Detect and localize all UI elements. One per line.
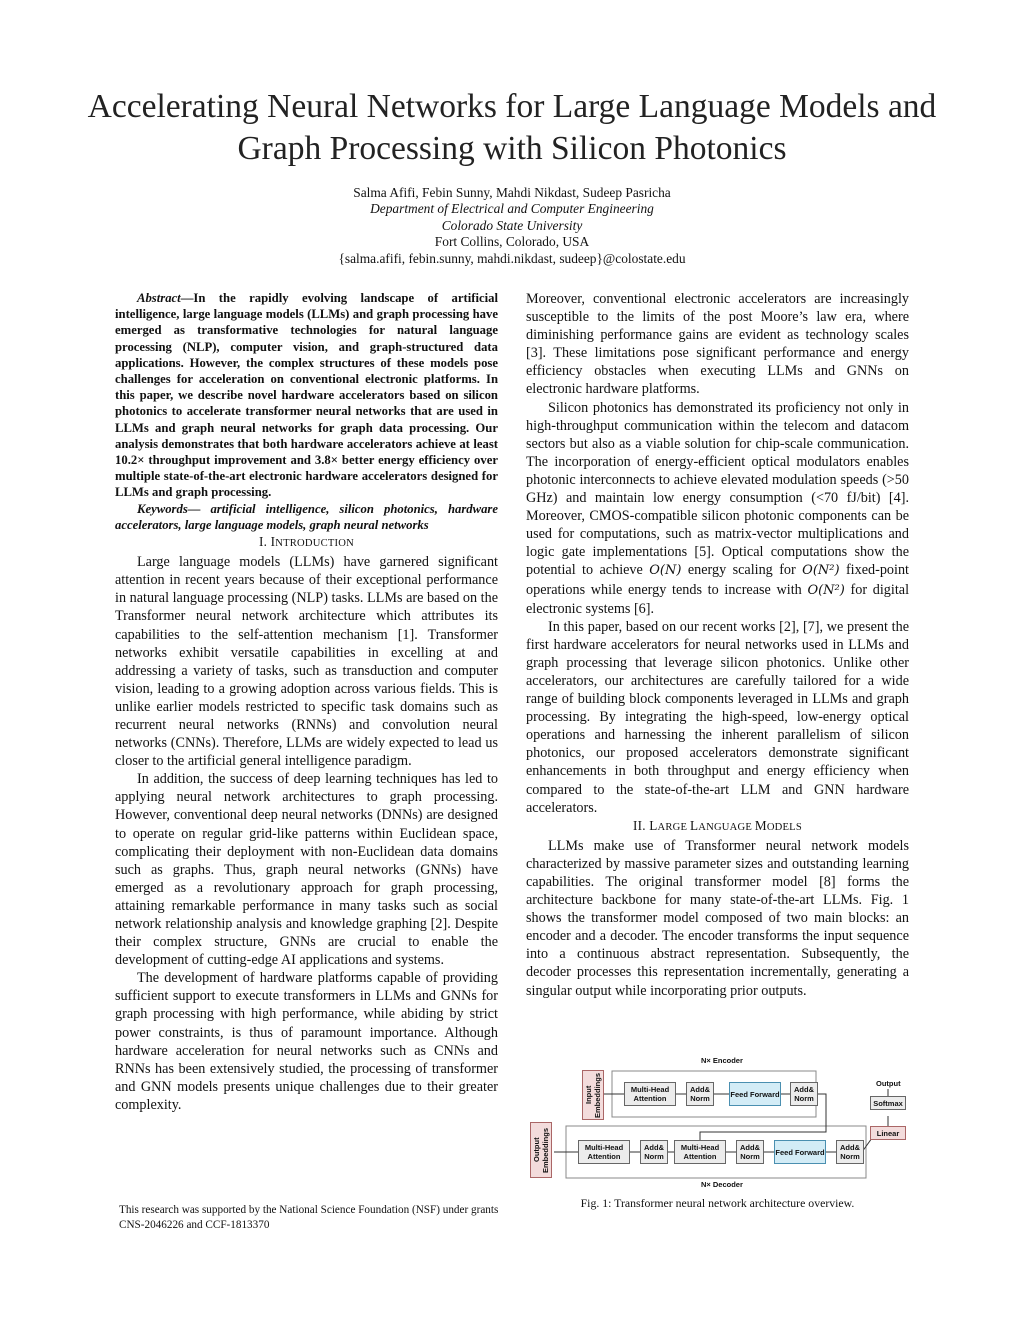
decoder-addnorm-2: Add& Norm bbox=[736, 1140, 764, 1164]
encoder-label: N× Encoder bbox=[701, 1056, 743, 1065]
right-paragraph-1: Moreover, conventional electronic accelerators are increasingly susceptible to the limits of the post Moore’s law era, where diminishing performance gains are evident as technology scales [3]. These limitations pose significant performance and energy efficiency obstacles when executing LLMs and GNNs on electronic hardware platforms. bbox=[526, 291, 909, 398]
input-embeddings-block: Input Embeddings bbox=[582, 1070, 604, 1120]
encoder-multihead-attention: Multi-Head Attention bbox=[624, 1082, 676, 1106]
author-names: Salma Afifi, Febin Sunny, Mahdi Nikdast, Sudeep Pasricha bbox=[353, 185, 671, 200]
decoder-feed-forward: Feed Forward bbox=[774, 1140, 826, 1164]
section-heading-llm: II. LARGE LANGUAGE MODELS bbox=[633, 817, 802, 833]
email: {salma.afifi, febin.sunny, mahdi.nikdast, sudeep}@colostate.edu bbox=[338, 250, 686, 266]
decoder-multihead-attention-1: Multi-Head Attention bbox=[578, 1140, 630, 1164]
decoder-addnorm-1: Add& Norm bbox=[640, 1140, 668, 1164]
right-paragraph-2: Silicon photonics has demonstrated its proficiency not only in high-throughput communication within the telecom and datacom sectors but also as a viable solution for chip-scale communication. The incorporation of energy-efficient optical modulators enables photonic interconnects to achieve elevated modulation speeds (>50 GHz) and maintain low energy consumption (<70 fJ/bit) [4]. Moreover, CMOS-compatible silicon photonic components can be used for computations, such as matrix-vector multiplications and logic gate implementations [5]. Optical computations show the potential to achieve O(N) energy scaling for O(N²) fixed-point operations while energy tends to increase with O(N²) for digital electronic systems [6]. bbox=[526, 399, 910, 617]
location: Fort Collins, Colorado, USA bbox=[434, 234, 590, 250]
paper-title: Accelerating Neural Networks for Large Language Models and Graph Processing with Silicon Photonics bbox=[87, 88, 937, 167]
encoder-feed-forward: Feed Forward bbox=[729, 1082, 781, 1106]
right-column bbox=[526, 290, 909, 1000]
author-block bbox=[200, 185, 824, 267]
abstract-label: Abstract bbox=[137, 291, 181, 305]
encoder-addnorm-1: Add& Norm bbox=[686, 1082, 714, 1106]
encoder-addnorm-2: Add& Norm bbox=[790, 1082, 818, 1106]
right-paragraph-3: In this paper, based on our recent works [2], [7], we present the first hardware accelerators for neural networks used in LLMs and graph processing that leverage silicon photonics. Unlike other accelerators, our architectures are carefully tailored for a wide range of building block components leveraged in LLMs and graph processing. By integrating the high-speed, low-energy optical operations and harnessing the inherent parallelism of silicon photonics, our proposed accelerators demonstrate significant enhancements in both throughput and energy efficiency when compared to the state-of-the-art LLM and GNN hardware accelerators. bbox=[526, 618, 909, 816]
intro-paragraph-2: In addition, the success of deep learning techniques has led to applying neural network architectures to graph processing. However, conventional deep neural networks (DNNs) are designed to operate on regular grid-like patterns within Euclidean space, complicating their deployment with non-Euclidean data domains such as graphs. Thus, graph neural networks (GNNs) have emerged as a revolutionary approach for graph processing, attaining remarkable performance in many tasks such as social network relationship analysis and knowledge graphing [2]. Despite their complex structure, GNNs are crucial to enable the development of cutting-edge AI applications and systems. bbox=[115, 771, 498, 969]
footnote: This research was supported by the National Science Foundation (NSF) under grants CNS-2046226 and CCF-1813370 bbox=[119, 1204, 499, 1231]
figure-caption: Fig. 1: Transformer neural network architecture overview. bbox=[580, 1196, 855, 1210]
intro-paragraph-3: The development of hardware platforms capable of providing sufficient support to execute transformers in LLMs and GNNs for graph processing with high performance, while abiding by strict power constraints, is thus of paramount importance. Although hardware acceleration for neural networks such as CNNs and RNNs has been extensively studied, the processing of transformer and GNN models presents unique challenges due to their greater complexity. bbox=[115, 970, 498, 1113]
keywords: Keywords— artificial intelligence, silicon photonics, hardware accelerators, large language models, graph neural networks bbox=[115, 501, 498, 532]
softmax-block: Softmax bbox=[870, 1096, 906, 1110]
decoder-label: N× Decoder bbox=[701, 1180, 743, 1189]
left-column bbox=[115, 290, 498, 1114]
output-label: Output bbox=[876, 1079, 901, 1088]
output-embeddings-block: Output Embeddings bbox=[530, 1122, 552, 1178]
linear-block: Linear bbox=[870, 1126, 906, 1140]
abstract-text: —In the rapidly evolving landscape of artificial intelligence, large language models (LLMs) and graph processing have emerged as transformative technologies for natural language processing (NLP), computer vision, and graph-structured data applications. However, the complex structures of these models pose challenges for acceleration on conventional electronic platforms. In this paper, we describe novel hardware accelerators based on silicon photonics to accelerate transformer neural networks that are used in LLMs and graph neural networks for graph data processing. Our analysis demonstrates that both hardware accelerators achieve at least 10.2× throughput improvement and 3.8× better energy efficiency over multiple state-of-the-art electronic hardware accelerators designed for LLMs and graph processing. bbox=[115, 291, 498, 500]
intro-paragraph-1: Large language models (LLMs) have garnered significant attention in recent years because of their exceptional performance in natural language processing (NLP) tasks. LLMs are based on the Transformer neural network architecture which attributes its capabilities to the self-attention mechanism [1]. Transformer networks exhibit versatile capabilities in excelling at and addressing a variety of tasks, such as transduction and computer vision, leading to a growing adoption across various fields. This is unlike earlier models restricted to specific task domains such as recurrent neural networks (RNNs) and convolution neural networks (CNNs). Therefore, LLMs are widely expected to lead us closer to the artificial general intelligence paradigm. bbox=[115, 554, 498, 770]
decoder-addnorm-3: Add& Norm bbox=[836, 1140, 864, 1164]
llm-paragraph-1: LLMs make use of Transformer neural network models characterized by massive parameter sizes and outstanding learning capabilities. The original transformer model [8] forms the architecture backbone for many state-of-the-art LLMs. Fig. 1 shows the transformer model composed of two main blocks: an encoder and a decoder. The encoder transforms the input sequence into a continuous abstract representation. Subsequently, the decoder processes this representation incrementally, generating a singular output while incorporating prior outputs. bbox=[526, 837, 909, 999]
abstract bbox=[115, 290, 498, 501]
section-heading-introduction: I. INTRODUCTION bbox=[259, 534, 354, 550]
department: Department of Electrical and Computer Engineering bbox=[370, 201, 654, 217]
decoder-multihead-attention-2: Multi-Head Attention bbox=[674, 1140, 726, 1164]
university: Colorado State University bbox=[441, 217, 583, 233]
figure-transformer bbox=[526, 1052, 916, 1192]
